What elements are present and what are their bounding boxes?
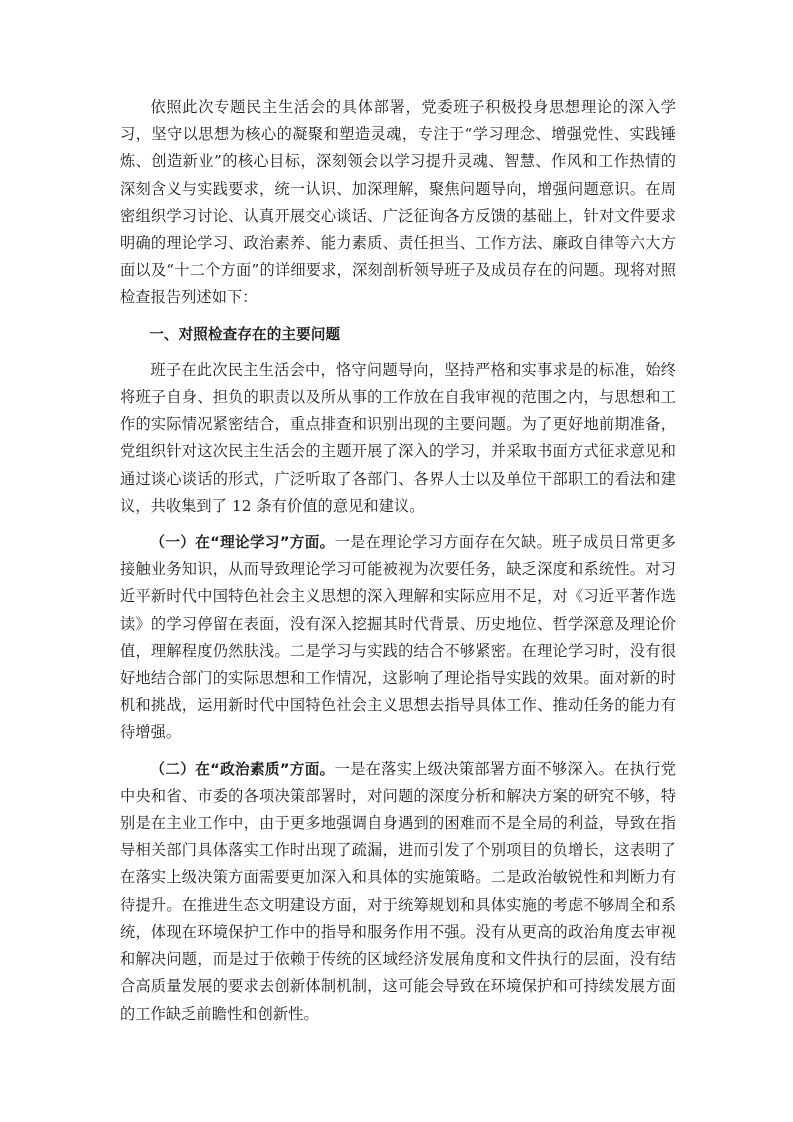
overview-paragraph: 班子在此次民主生活会中，恪守问题导向，坚持严格和实事求是的标准，始终将班子自身、担负的职责以及所从事的工作放在自我审视的范围之内，与思想和工作的实际情况紧密结合，重点排查和识别出现的主要问题。为了更好地前期准备，党组织针对这次民主生活会的主题开展了深入的学习，并采取书面方式征求意见和通过谈心谈话的形式，广泛听取了各部门、各界人士以及单位干部职工的看法和建议，共收集到了 12 条有价值的意见和建议。: [120, 360, 676, 515]
theory-study-lead: （一）在“理论学习”方面。: [150, 534, 335, 552]
intro-paragraph: 依照此次专题民主生活会的具体部署，党委班子积极投身思想理论的深入学习，坚守以思想为核心的凝聚和塑造灵魂，专注于“学习理念、增强党性、实践锤炼、创造新业”的核心目标，深刻领会以学习提升灵魂、智慧、作风和工作热情的深刻含义与实践要求，统一认识、加深理解，聚焦问题导向，增强问题意识。在周密组织学习讨论、认真开展交心谈话、广泛征询各方反馈的基础上，针对文件要求明确的理论学习、政治素养、能力素质、责任担当、工作方法、廉政自律等六大方面以及“十二个方面”的详细要求，深刻剖析领导班子及成员存在的问题。现将对照检查报告列述如下：: [120, 98, 676, 307]
theory-study-text: 一是在理论学习方面存在欠缺。班子成员日常更多接触业务知识，从而导致理论学习可能被视为次要任务，缺乏深度和系统性。对习近平新时代中国特色社会主义思想的深入理解和实际应用不足，对《习近平著作选读》的学习停留在表面，没有深入挖掘其时代背景、历史地位、哲学深意及理论价值，理解程度仍然肤浅。二是学习与实践的结合不够紧密。在理论学习时，没有很好地结合部门的实际思想和工作情况，这影响了理论指导实践的效果。面对新的时机和挑战，运用新时代中国特色社会主义思想去指导具体工作、推动任务的能力有待增强。: [120, 533, 677, 742]
political-quality-lead: （二）在“政治素质”方面。: [150, 760, 335, 778]
theory-study-paragraph: [120, 529, 676, 747]
political-quality-paragraph: [120, 756, 676, 1028]
document-page: [120, 94, 676, 1037]
section-heading: 一、对照检查存在的主要问题: [149, 325, 341, 343]
political-quality-text: 一是在落实上级决策部署方面不够深入。在执行党中央和省、市委的各项决策部署时，对问题的深度分析和解决方案的研究不够，特别是在主业工作中，由于更多地强调自身遇到的困难而不是全局的利益，导致在指导相关部门具体落实工作时出现了疏漏，进而引发了个别项目的负增长，这表明了在落实上级决策方面需要更加深入和具体的实施策略。二是政治敏锐性和判断力有待提升。在推进生态文明建设方面，对于统筹规划和具体实施的考虑不够周全和系统，体现在环境保护工作中的指导和服务作用不强。没有从更高的政治角度去审视和解决问题，而是过于依赖于传统的区域经济发展角度和文件执行的层面，没有结合高质量发展的要求去创新体制机制，这可能会导致在环境保护和可持续发展方面的工作缺乏前瞻性和创新性。: [120, 759, 677, 1023]
